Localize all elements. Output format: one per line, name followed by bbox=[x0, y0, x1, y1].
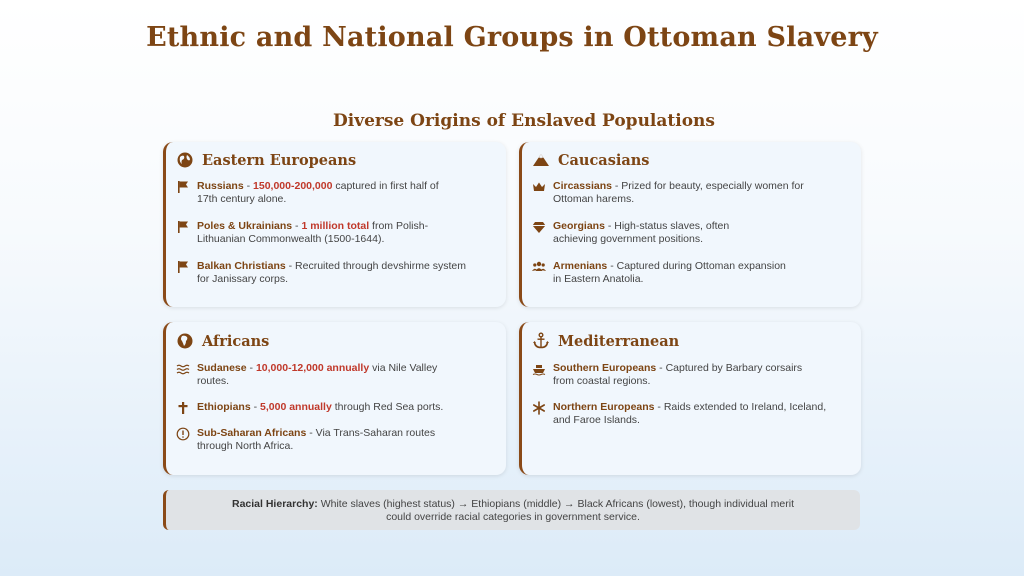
item-text-cont: through North Africa. bbox=[197, 440, 294, 452]
item-text-cont: achieving government positions. bbox=[553, 233, 704, 245]
item-text: - Captured during Ottoman expansion bbox=[607, 260, 786, 272]
section-subtitle: Diverse Origins of Enslaved Populations bbox=[333, 111, 715, 131]
snowflake-icon bbox=[532, 401, 546, 415]
card-title: Eastern Europeans bbox=[202, 151, 357, 169]
card-title: Caucasians bbox=[558, 151, 650, 169]
gem-icon bbox=[532, 220, 546, 234]
list-item bbox=[532, 260, 786, 286]
item-separator: - bbox=[292, 220, 302, 232]
item-text-cont: from coastal regions. bbox=[553, 375, 651, 387]
anchor-icon bbox=[532, 332, 550, 350]
item-number: 1 million total bbox=[301, 220, 370, 232]
item-number: 150,000-200,000 bbox=[253, 180, 333, 192]
crown-icon bbox=[532, 180, 546, 194]
card-mediterranean bbox=[519, 322, 861, 475]
card-header bbox=[176, 332, 269, 350]
item-text-cont: and Faroe Islands. bbox=[553, 414, 640, 426]
item-name: Balkan Christians bbox=[197, 260, 286, 272]
flag-icon bbox=[176, 220, 190, 234]
card-eastern-europeans bbox=[163, 142, 506, 307]
card-title: Mediterranean bbox=[558, 332, 680, 350]
item-text-cont: in Eastern Anatolia. bbox=[553, 273, 644, 285]
list-item bbox=[176, 401, 443, 415]
item-text-cont: routes. bbox=[197, 375, 230, 387]
item-text-cont: Lithuanian Commonwealth (1500-1644). bbox=[197, 233, 385, 245]
item-text: from Polish- bbox=[369, 220, 429, 232]
item-text: via Nile Valley bbox=[369, 362, 438, 374]
item-separator: - bbox=[250, 401, 261, 413]
card-caucasians bbox=[519, 142, 861, 307]
list-item bbox=[176, 427, 435, 453]
item-number: 5,000 annually bbox=[260, 401, 332, 413]
people-icon bbox=[532, 260, 546, 274]
list-item bbox=[176, 260, 466, 286]
item-text: - Via Trans-Saharan routes bbox=[306, 427, 436, 439]
item-name: Ethiopians bbox=[197, 401, 251, 413]
card-africans bbox=[163, 322, 506, 475]
item-number: 10,000-12,000 annually bbox=[255, 362, 370, 374]
list-item bbox=[532, 362, 802, 388]
item-text: - Prized for beauty, especially women for bbox=[611, 180, 804, 192]
racial-hierarchy-note bbox=[163, 490, 860, 530]
item-text-cont: for Janissary corps. bbox=[197, 273, 289, 285]
card-header bbox=[532, 332, 679, 350]
item-text-cont: Ottoman harems. bbox=[553, 193, 635, 205]
note-text-cont: could override racial categories in government service. bbox=[386, 511, 640, 523]
page-title: Ethnic and National Groups in Ottoman Slavery bbox=[146, 22, 878, 53]
item-name: Northern Europeans bbox=[553, 401, 655, 413]
item-name: Poles & Ukrainians bbox=[197, 220, 293, 232]
item-text: - Recruited through devshirme system bbox=[285, 260, 467, 272]
list-item bbox=[532, 220, 729, 246]
item-text: - Raids extended to Ireland, Iceland, bbox=[654, 401, 827, 413]
item-separator: - bbox=[243, 180, 254, 192]
cross-icon bbox=[176, 401, 190, 415]
item-text: through Red Sea ports. bbox=[331, 401, 444, 413]
item-name: Armenians bbox=[553, 260, 608, 272]
note-text: White slaves (highest status) → Ethiopians (middle) → Black Africans (lowest), though individual merit bbox=[317, 498, 794, 510]
ship-icon bbox=[532, 362, 546, 376]
flag-icon bbox=[176, 260, 190, 274]
list-item bbox=[176, 220, 428, 246]
water-icon bbox=[176, 362, 190, 376]
flag-icon bbox=[176, 180, 190, 194]
item-text: - Captured by Barbary corsairs bbox=[656, 362, 803, 374]
note-label: Racial Hierarchy: bbox=[232, 498, 318, 510]
item-name: Russians bbox=[197, 180, 244, 192]
item-name: Southern Europeans bbox=[553, 362, 657, 374]
mountain-icon bbox=[532, 151, 550, 169]
globe-africa-icon bbox=[176, 332, 194, 350]
item-text: - High-status slaves, often bbox=[604, 220, 730, 232]
item-separator: - bbox=[246, 362, 256, 374]
list-item bbox=[176, 180, 439, 206]
card-header bbox=[176, 151, 356, 169]
item-name: Georgians bbox=[553, 220, 605, 232]
item-name: Sudanese bbox=[197, 362, 247, 374]
item-name: Sub-Saharan Africans bbox=[197, 427, 307, 439]
item-name: Circassians bbox=[553, 180, 612, 192]
item-text: captured in first half of bbox=[332, 180, 439, 192]
globe-europe-icon bbox=[176, 151, 194, 169]
card-title: Africans bbox=[202, 332, 270, 350]
list-item bbox=[532, 401, 826, 427]
list-item bbox=[532, 180, 804, 206]
exclamation-circle-icon bbox=[176, 427, 190, 441]
list-item bbox=[176, 362, 437, 388]
item-text-cont: 17th century alone. bbox=[197, 193, 287, 205]
card-header bbox=[532, 151, 649, 169]
